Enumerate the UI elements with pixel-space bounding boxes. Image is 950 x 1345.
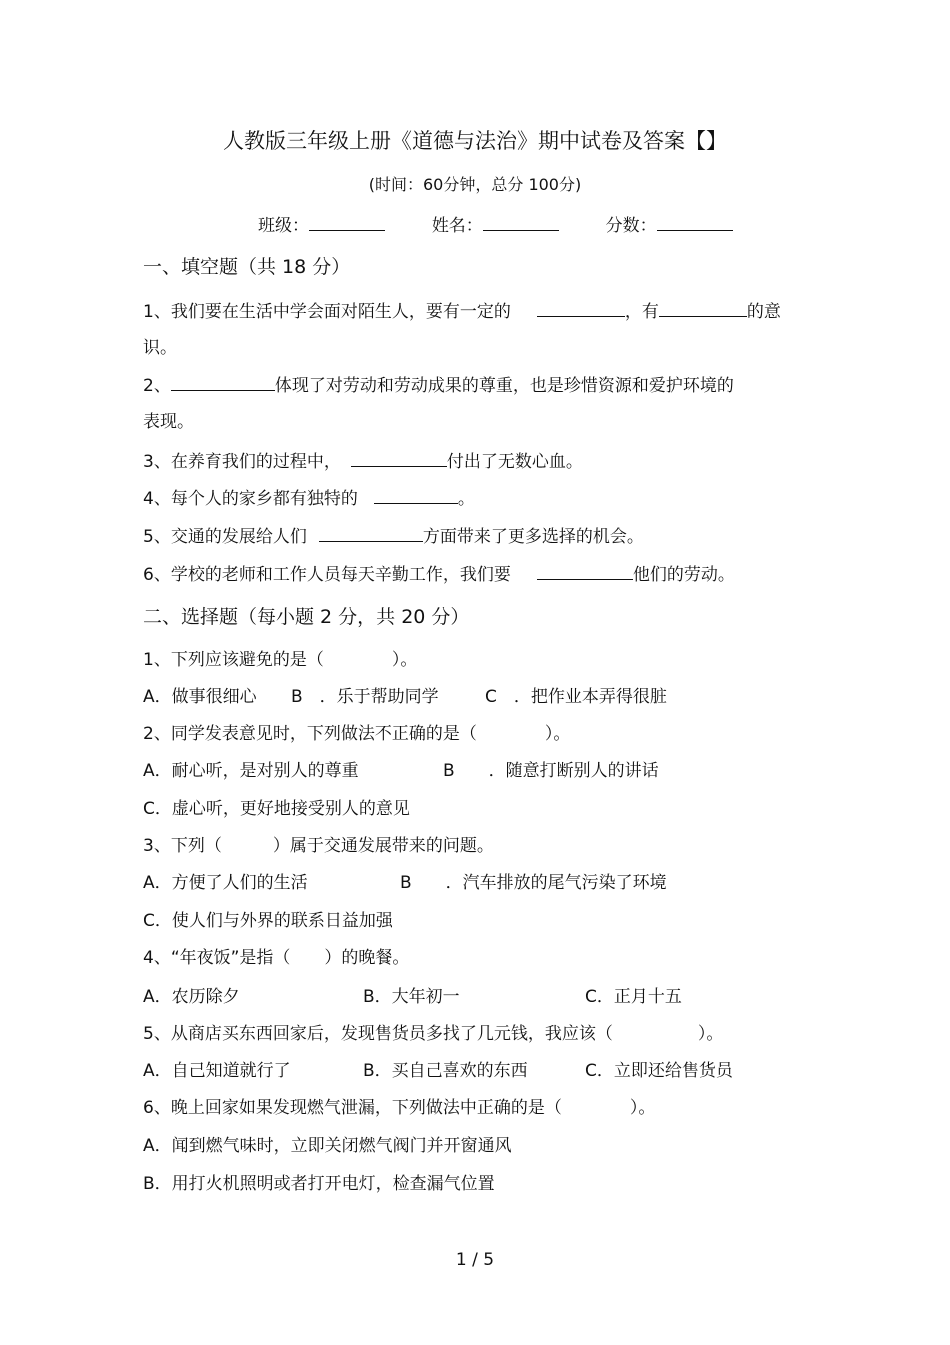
choice-question-4: 4、“年夜饭”是指（ ）的晚餐。: [143, 948, 410, 968]
class-blank[interactable]: [309, 212, 385, 231]
choice-option-c[interactable]: C．正月十五: [585, 987, 682, 1007]
answer-blank[interactable]: [171, 372, 275, 391]
exam-duration: (时间：60分钟，总分 100分): [368, 175, 582, 194]
choice-option-b[interactable]: B．买自己喜欢的东西: [363, 1061, 528, 1081]
score-label: 分数：: [605, 216, 657, 236]
question-text: 6、学校的老师和工作人员每天辛勤工作，我们要: [143, 565, 511, 585]
answer-blank[interactable]: [537, 561, 633, 580]
choice-question-3: 3、下列（ ）属于交通发展带来的问题。: [143, 836, 494, 856]
name-blank[interactable]: [483, 212, 559, 231]
choice-option-c[interactable]: C．立即还给售货员: [585, 1061, 733, 1081]
choice-option-b[interactable]: B ．汽车排放的尾气污染了环境: [400, 873, 667, 893]
score-blank[interactable]: [657, 212, 733, 231]
choice-option-b[interactable]: B．用打火机照明或者打开电灯，检查漏气位置: [143, 1174, 495, 1194]
fill-question-5: [143, 523, 644, 549]
choice-option-c[interactable]: C．使人们与外界的联系日益加强: [143, 911, 393, 931]
choice-question-6: 6、晚上回家如果发现燃气泄漏，下列做法中正确的是（ ）。: [143, 1098, 656, 1118]
fill-question-1: [143, 298, 781, 324]
class-label: 班级：: [258, 216, 309, 236]
fill-question-2: [143, 372, 734, 398]
choice-option-b[interactable]: B．大年初一: [363, 987, 460, 1007]
fill-question-1-cont: 识。: [143, 338, 177, 358]
answer-blank[interactable]: [351, 448, 447, 467]
question-text: 付出了无数心血。: [446, 452, 583, 472]
choice-option-a[interactable]: A．闻到燃气味时，立即关闭燃气阀门并开窗通风: [143, 1136, 512, 1156]
answer-blank[interactable]: [537, 298, 625, 317]
choice-option-b[interactable]: B ．随意打断别人的讲话: [443, 761, 659, 781]
choice-question-5: 5、从商店买东西回家后，发现售货员多找了几元钱，我应该（ ）。: [143, 1024, 724, 1044]
choice-option-a[interactable]: A．做事很细心: [143, 687, 257, 707]
question-text: 5、交通的发展给人们: [143, 527, 307, 547]
question-text: 1、我们要在生活中学会面对陌生人，要有一定的: [143, 302, 511, 322]
question-text: ，有: [624, 302, 659, 322]
fill-question-4: [143, 485, 475, 511]
fill-question-6: [143, 561, 735, 587]
question-text: 。: [457, 489, 475, 509]
choice-option-a[interactable]: A．自己知道就行了: [143, 1061, 291, 1081]
question-text: 2、: [143, 376, 171, 396]
choice-option-c[interactable]: C ．把作业本弄得很脏: [485, 687, 667, 707]
choice-option-a[interactable]: A．农历除夕: [143, 987, 240, 1007]
section-fill-in-heading: 一、填空题（共 18 分）: [143, 256, 351, 278]
answer-blank[interactable]: [374, 485, 458, 504]
choice-option-c[interactable]: C．虚心听，更好地接受别人的意见: [143, 799, 410, 819]
page-title: 人教版三年级上册《道德与法治》期中试卷及答案【】: [223, 129, 727, 153]
question-text: 4、每个人的家乡都有独特的: [143, 489, 358, 509]
question-text: 他们的劳动。: [632, 565, 735, 585]
choice-option-a[interactable]: A．耐心听，是对别人的尊重: [143, 761, 359, 781]
question-text: 方面带来了更多选择的机会。: [422, 527, 644, 547]
question-text: 3、在养育我们的过程中，: [143, 452, 341, 472]
section-choice-heading: 二、选择题（每小题 2 分，共 20 分）: [143, 606, 470, 628]
fill-question-2-cont: 表现。: [143, 412, 194, 432]
choice-question-1: 1、下列应该避免的是（ ）。: [143, 650, 418, 670]
answer-blank[interactable]: [319, 523, 423, 542]
name-label: 姓名：: [431, 216, 483, 236]
choice-question-2: 2、同学发表意见时，下列做法不正确的是（ ）。: [143, 724, 571, 744]
page-number: 1 / 5: [455, 1250, 495, 1270]
question-text: 体现了对劳动和劳动成果的尊重，也是珍惜资源和爱护环境的: [274, 376, 734, 396]
info-row: [258, 212, 733, 238]
choice-option-a[interactable]: A．方便了人们的生活: [143, 873, 308, 893]
fill-question-3: [143, 448, 583, 474]
answer-blank[interactable]: [659, 298, 747, 317]
question-text: 的意: [746, 302, 781, 322]
choice-option-b[interactable]: B ．乐于帮助同学: [291, 687, 439, 707]
